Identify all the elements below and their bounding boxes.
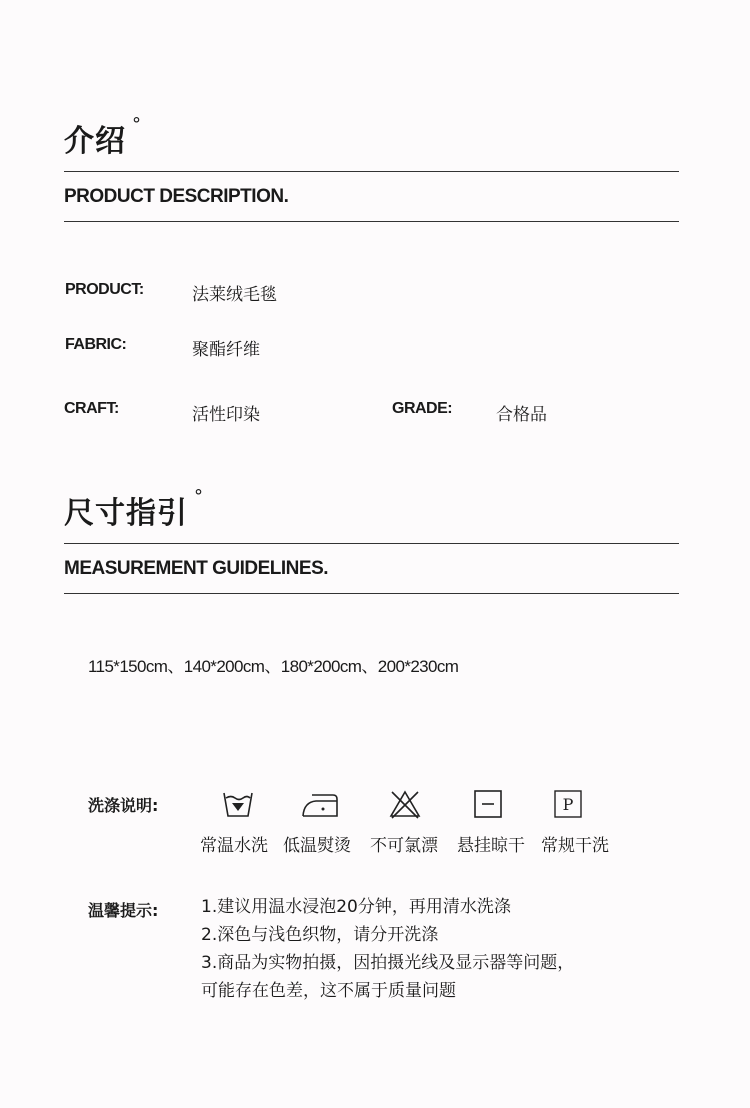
divider [64, 171, 679, 172]
degree-mark: ° [194, 486, 204, 507]
measure-title: 尺寸指引 ° [64, 486, 204, 531]
tip-line: 可能存在色差，这不属于质量问题 [201, 981, 456, 1001]
dry-clean-p-icon [552, 789, 584, 819]
care-text-iron: 低温熨烫 [283, 836, 351, 856]
product-label: PRODUCT: [65, 281, 144, 298]
hang-dry-icon [472, 789, 504, 819]
degree-mark: ° [132, 114, 142, 135]
craft-value: 活性印染 [192, 405, 260, 425]
care-label: 洗涤说明: [88, 796, 159, 815]
wash-basin-icon [222, 789, 254, 819]
tips-label: 温馨提示: [88, 901, 159, 920]
divider [64, 593, 679, 594]
grade-value: 合格品 [496, 405, 547, 425]
intro-subtitle: PRODUCT DESCRIPTION. [64, 186, 289, 207]
no-bleach-icon [389, 789, 421, 819]
care-text-hang: 悬挂晾干 [457, 836, 525, 856]
product-value: 法莱绒毛毯 [192, 285, 277, 305]
iron-icon [300, 789, 340, 819]
grade-label: GRADE: [392, 400, 453, 417]
craft-label: CRAFT: [64, 400, 119, 417]
measure-subtitle: MEASUREMENT GUIDELINES. [64, 558, 329, 579]
tip-line: 2.深色与浅色织物，请分开洗涤 [201, 925, 439, 945]
divider [64, 543, 679, 544]
care-text-bleach: 不可氯漂 [370, 836, 438, 856]
dry-clean-letter: P [562, 795, 574, 814]
tips-list [201, 893, 671, 1005]
care-text-wash: 常温水洗 [200, 836, 268, 856]
tip-line: 1.建议用温水浸泡20分钟，再用清水洗涤 [201, 897, 511, 917]
tip-line: 3.商品为实物拍摄，因拍摄光线及显示器等问题， [201, 953, 575, 973]
care-text-dryclean: 常规干洗 [541, 836, 609, 856]
divider [64, 221, 679, 222]
fabric-label: FABRIC: [65, 336, 127, 353]
intro-title: 介绍 ° [64, 114, 142, 159]
fabric-value: 聚酯纤维 [192, 340, 260, 360]
size-list: 115*150cm、140*200cm、180*200cm、200*230cm [88, 657, 459, 676]
